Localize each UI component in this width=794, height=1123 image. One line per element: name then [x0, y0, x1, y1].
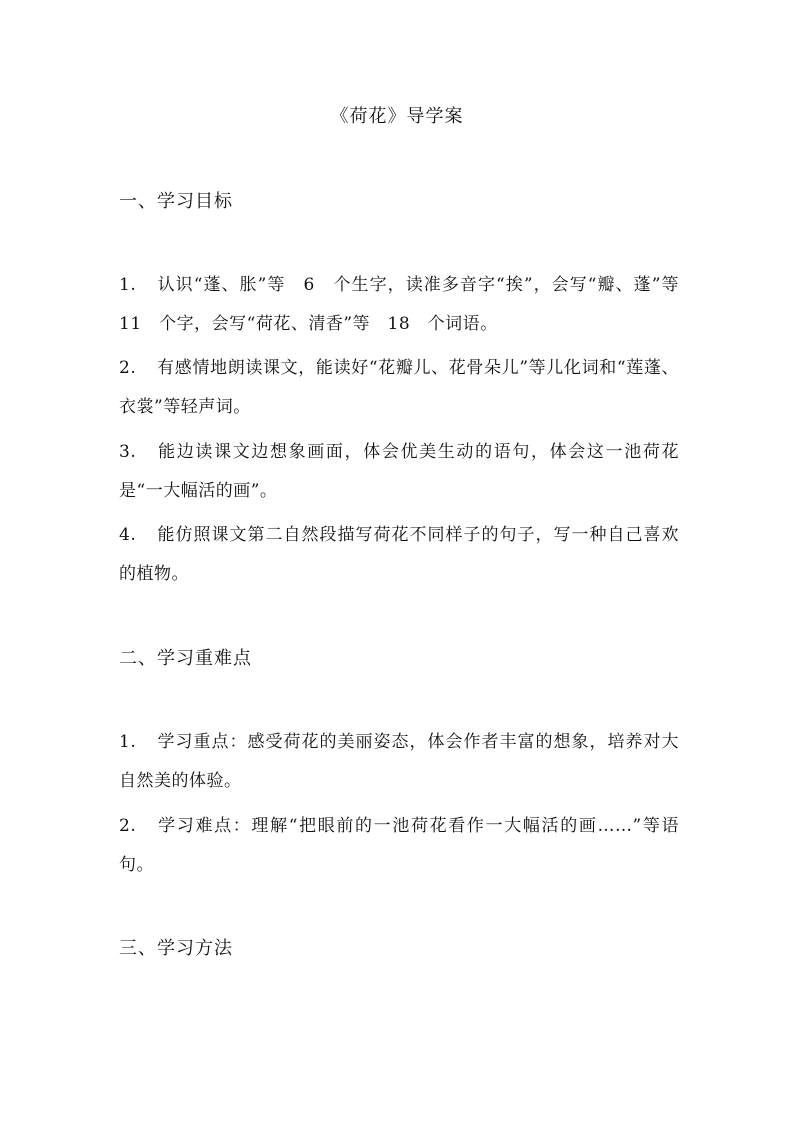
document-title: 《荷花》导学案 [330, 106, 464, 127]
key-point-item-1 [119, 723, 679, 801]
section-heading-objectives: 一、学习目标 [119, 191, 233, 212]
item-text: 学习难点：理解“把眼前的一池荷花看作一大幅活的画……”等语句。 [119, 816, 679, 875]
key-point-item-2 [119, 807, 679, 885]
item-number: 4. [119, 525, 137, 545]
item-number: 2. [119, 816, 137, 836]
item-number: 1. [119, 275, 137, 295]
objective-item-3 [119, 433, 679, 511]
item-text: 学习重点：感受荷花的美丽姿态，体会作者丰富的想象，培养对大自然美的体验。 [119, 732, 679, 791]
item-number: 1. [119, 732, 137, 752]
objective-item-1 [119, 266, 697, 344]
item-text: 认识“蓬、胀”等 6 个生字，读准多音字“挨”，会写“瓣、蓬”等 11 个字，会写“荷花、清香”等 18 个词语。 [119, 275, 697, 334]
item-text: 能边读课文边想象画面，体会优美生动的语句，体会这一池荷花是“一大幅活的画”。 [119, 442, 679, 501]
section-heading-key-points: 二、学习重难点 [119, 648, 252, 669]
section-heading-methods: 三、学习方法 [119, 938, 233, 959]
objective-item-2 [119, 349, 679, 427]
item-text: 有感情地朗读课文，能读好“花瓣儿、花骨朵儿”等儿化词和“莲蓬、衣裳”等轻声词。 [119, 358, 679, 417]
item-number: 3. [119, 442, 137, 462]
item-text: 能仿照课文第二自然段描写荷花不同样子的句子，写一种自己喜欢的植物。 [119, 525, 679, 584]
objective-item-4 [119, 516, 679, 594]
item-number: 2. [119, 358, 137, 378]
